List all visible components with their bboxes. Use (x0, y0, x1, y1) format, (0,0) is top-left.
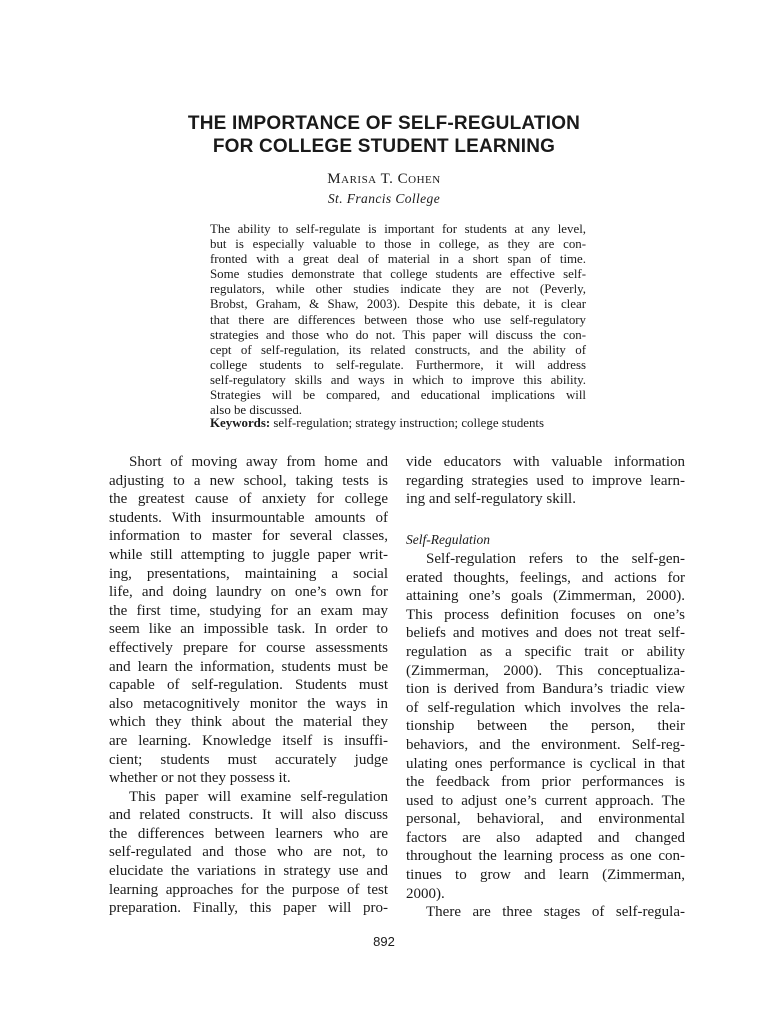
body-line: beliefs and motives and does not treat self- (406, 625, 685, 642)
body-line: behaviors, and the environment. Self-reg- (406, 736, 685, 753)
section-heading: Self-Regulation (406, 532, 490, 548)
keywords-text: self-regulation; strategy instruction; college students (273, 416, 545, 430)
body-line: vide educators with valuable information (406, 454, 685, 470)
abstract-line: but is especially valuable to those in college, as they are con- (210, 237, 586, 252)
abstract-line: cept of self-regulation, its related constructs, and the ability of (210, 342, 586, 357)
body-line: regulation as a specific trait or ability (406, 643, 685, 660)
body-line: students. With insurmountable amounts of (109, 509, 388, 526)
body-line: and learn the information, students must be (109, 658, 388, 675)
body-line: and related constructs. It will also discuss (109, 807, 388, 824)
body-line: tionship between the person, their (406, 718, 685, 735)
body-line: of self-regulation which involves the rela- (406, 699, 685, 716)
body-line: erated thoughts, feelings, and actions for (406, 569, 685, 586)
body-line: ing, presentations, maintaining a social (109, 565, 388, 582)
body-column-left (109, 453, 388, 918)
title-line-2: FOR COLLEGE STUDENT LEARNING (212, 136, 556, 157)
body-line: This process definition focuses on one’s (406, 606, 685, 623)
body-line: while still attempting to juggle paper writ- (109, 546, 388, 563)
body-line: which they think about the material they (109, 714, 388, 731)
body-line: whether or not they possess it. (109, 770, 291, 787)
body-line: ulating ones performance is cyclical in that (406, 755, 685, 772)
author-name: Marisa T. Cohen (327, 171, 441, 187)
body-line: used to adjust one’s current approach. The (406, 792, 685, 809)
abstract-line: fronted with a great deal of material in a short span of time. (210, 252, 586, 267)
body-line: the differences between learners who are (109, 825, 388, 842)
body-line: capable of self-regulation. Students must (109, 677, 388, 694)
body-line: tinues to grow and learn (Zimmerman, (406, 867, 685, 884)
body-line: regarding strategies used to improve learn- (406, 472, 685, 489)
body-line: also metacognitively monitor the ways in (109, 695, 388, 712)
body-line: self-regulated and those who are not, to (109, 844, 388, 861)
body-line: life, and doing laundry on one’s own for (109, 584, 388, 601)
keywords-label: Keywords: (210, 416, 271, 430)
body-line: factors are also adapted and changed (406, 829, 685, 846)
body-line: preparation. Finally, this paper will pro- (109, 900, 388, 917)
abstract-line: The ability to self-regulate is important for students at any level, (210, 222, 586, 236)
abstract-line: strategies and those who do not. This paper will discuss the con- (210, 327, 586, 342)
abstract-line: Strategies will be compared, and educational implications will (210, 388, 586, 403)
abstract-line: self-regulatory skills and ways in which to improve this ability. (210, 372, 586, 387)
body-line: There are three stages of self-regula- (426, 904, 685, 921)
abstract-line: also be discussed. (210, 403, 303, 418)
body-line: 2000). (406, 885, 445, 902)
abstract (210, 222, 586, 418)
blank-line (406, 509, 685, 528)
body-line: (Zimmerman, 2000). This conceptualiza- (406, 662, 685, 679)
body-line: Short of moving away from home and (129, 454, 388, 470)
body-line: the feedback from prior performances is (406, 774, 685, 791)
abstract-line: Some studies demonstrate that college students are effective self- (210, 267, 586, 282)
abstract-line: that there are differences between those who use self-regulatory (210, 312, 586, 327)
body-column-right (406, 453, 685, 922)
title-line-1: THE IMPORTANCE OF SELF-REGULATION (187, 113, 581, 134)
body-line: tion is derived from Bandura’s triadic view (406, 681, 685, 698)
paper-title (0, 112, 768, 158)
body-line: personal, behavioral, and environmental (406, 811, 685, 828)
body-line: cient; students must accurately judge (109, 751, 388, 768)
body-line: throughout the learning process as one con- (406, 848, 685, 865)
body-line: ing and self-regulatory skill. (406, 491, 576, 508)
abstract-line: college students to self-regulate. Furthermore, it will address (210, 357, 586, 372)
page-number: 892 (373, 934, 395, 949)
body-line: information to master for several classes, (109, 528, 388, 545)
body-line: are learning. Knowledge itself is insuffi- (109, 732, 388, 749)
body-line: adjusting to a new school, taking tests is (109, 472, 388, 489)
keywords (210, 416, 586, 431)
body-line: This paper will examine self-regulation (129, 788, 388, 805)
body-line: Self-regulation refers to the self-gen- (426, 550, 685, 567)
abstract-line: Brobst, Graham, & Shaw, 2003). Despite this debate, it is clear (210, 297, 586, 312)
body-line: the first time, studying for an exam may (109, 602, 388, 619)
body-line: learning approaches for the purpose of test (109, 881, 388, 898)
body-line: the greatest cause of anxiety for college (109, 491, 388, 508)
abstract-line: regulators, while other studies indicate they are not (Peverly, (210, 282, 586, 297)
body-line: attaining one’s goals (Zimmerman, 2000). (406, 588, 685, 605)
body-line: elucidate the variations in strategy use and (109, 863, 388, 880)
body-line: seem like an impossible task. In order to (109, 621, 388, 638)
author-affiliation: St. Francis College (327, 191, 441, 206)
body-line: effectively prepare for course assessments (109, 639, 388, 656)
